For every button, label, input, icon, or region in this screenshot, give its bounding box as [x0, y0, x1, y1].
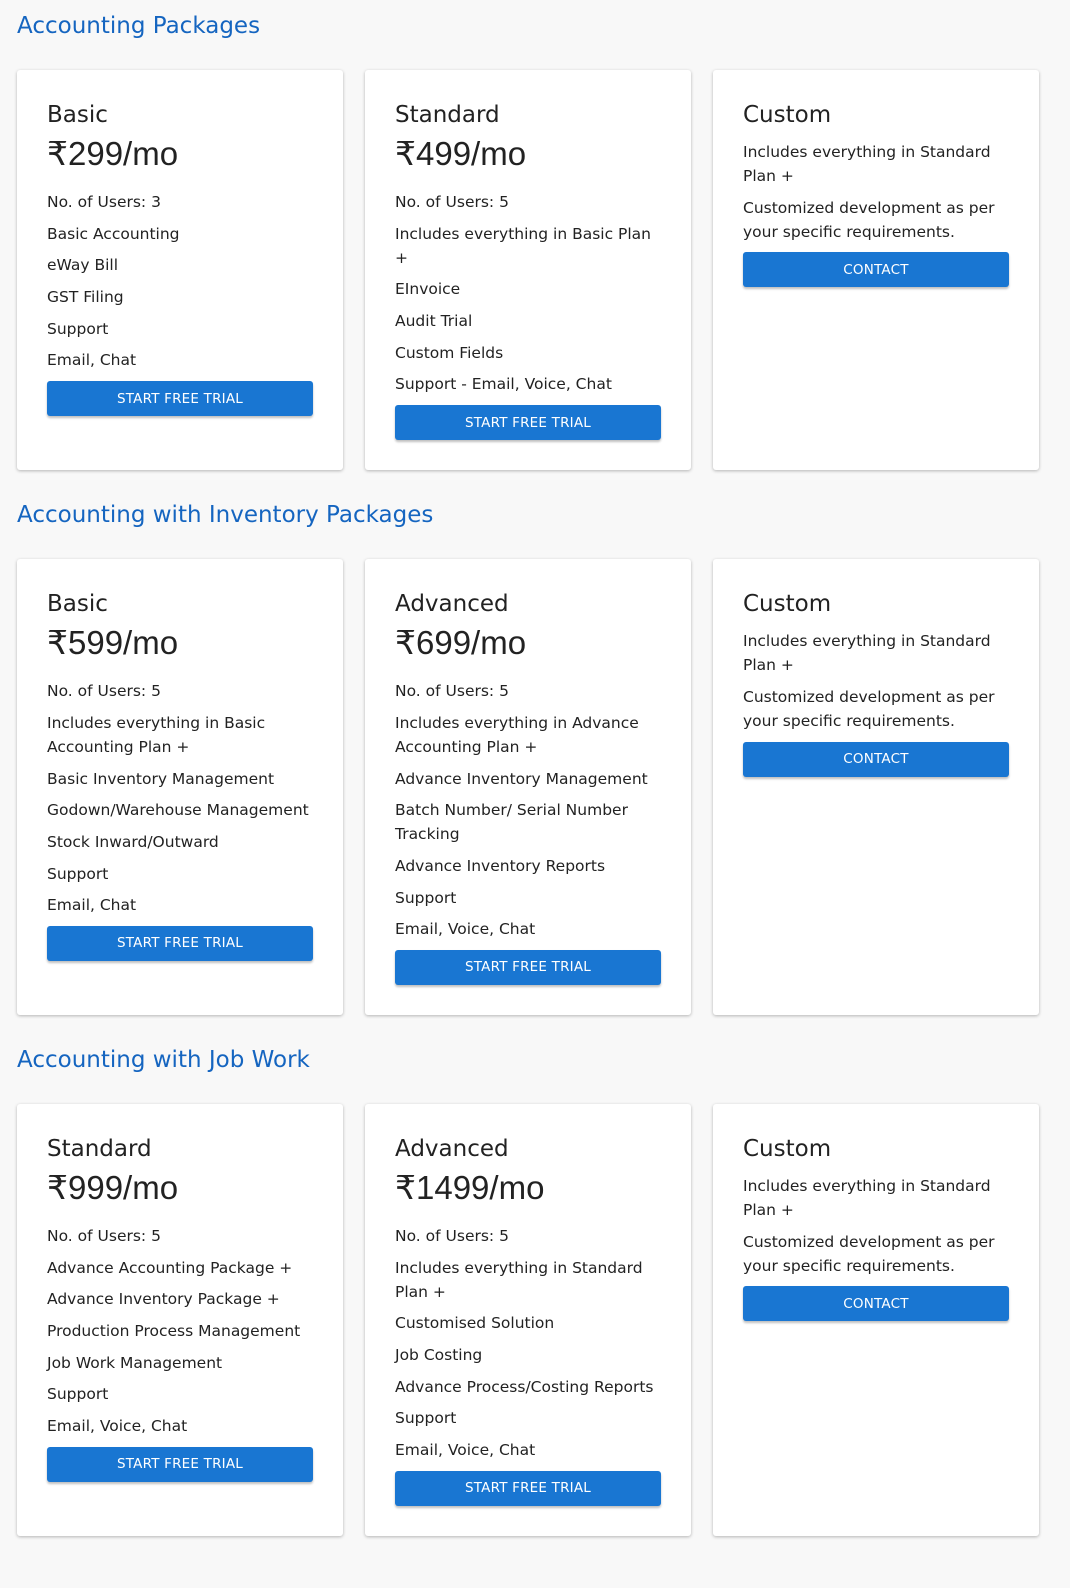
feature-list — [47, 190, 313, 380]
plan-name: Advanced — [395, 1135, 509, 1162]
feature-item: Support — [47, 319, 109, 338]
plan-card — [713, 70, 1039, 470]
package-section — [17, 497, 1053, 1015]
plan-name: Basic — [47, 102, 108, 128]
plan-price: ₹599/mo — [47, 624, 179, 662]
start-free-trial-button[interactable]: START FREE TRIAL — [47, 1447, 313, 1482]
contact-button[interactable]: CONTACT — [743, 252, 1009, 287]
feature-item: Includes everything in Basic Plan + — [395, 224, 652, 267]
feature-item: Basic Accounting — [47, 224, 180, 243]
feature-item: Includes everything in Advance Accounting Plan + — [395, 713, 639, 756]
section-title: Accounting with Inventory Packages — [17, 502, 434, 529]
feature-list — [743, 629, 1009, 740]
feature-item: Customized development as per your specific requirements. — [743, 687, 995, 730]
feature-item: Email, Voice, Chat — [395, 920, 536, 939]
feature-list — [395, 1224, 661, 1470]
feature-item: Stock Inward/Outward — [47, 832, 219, 851]
feature-item: Includes everything in Standard Plan + — [743, 632, 991, 675]
plan-name: Basic — [47, 591, 108, 618]
feature-item: Email, Voice, Chat — [47, 1417, 188, 1436]
feature-item: eWay Bill — [47, 256, 119, 275]
feature-item: Email, Chat — [47, 351, 137, 370]
plan-card — [17, 559, 343, 1015]
start-free-trial-button[interactable]: START FREE TRIAL — [395, 1471, 661, 1506]
feature-item: Job Work Management — [47, 1353, 223, 1372]
plan-cards-row — [17, 1104, 1053, 1536]
plan-name: Custom — [743, 1135, 832, 1162]
package-section — [17, 8, 1053, 470]
plan-price: ₹299/mo — [47, 135, 179, 172]
feature-item: Advance Inventory Management — [395, 769, 648, 788]
start-free-trial-button[interactable]: START FREE TRIAL — [47, 926, 313, 961]
feature-item: Support — [47, 864, 109, 883]
feature-item: Customized development as per your specific requirements. — [743, 198, 995, 241]
plan-cards-row — [17, 559, 1053, 1015]
feature-item: Job Costing — [395, 1346, 483, 1364]
plan-name: Standard — [47, 1135, 152, 1162]
start-free-trial-button[interactable]: START FREE TRIAL — [395, 950, 661, 985]
feature-item: Advance Inventory Reports — [395, 856, 606, 875]
feature-item: No. of Users: 5 — [395, 1226, 509, 1245]
feature-item: Advance Process/Costing Reports — [395, 1377, 654, 1396]
plan-card — [713, 559, 1039, 1015]
feature-item: Email, Chat — [47, 896, 137, 915]
feature-item: Customized development as per your specific requirements. — [743, 1232, 995, 1275]
plan-name: Advanced — [395, 591, 509, 618]
plan-card — [17, 1104, 343, 1536]
feature-list — [743, 140, 1009, 251]
feature-item: Advance Accounting Package + — [47, 1258, 293, 1277]
plan-card — [365, 70, 691, 470]
start-free-trial-button[interactable]: START FREE TRIAL — [395, 405, 661, 440]
plan-name: Custom — [743, 591, 832, 618]
section-title: Accounting with Job Work — [17, 1046, 310, 1073]
plan-card — [365, 1104, 691, 1536]
feature-list — [743, 1174, 1009, 1285]
start-free-trial-button[interactable]: START FREE TRIAL — [47, 381, 313, 416]
plan-price: ₹499/mo — [395, 135, 527, 172]
feature-item: Basic Inventory Management — [47, 769, 275, 788]
feature-item: No. of Users: 5 — [395, 193, 509, 211]
plan-price: ₹1499/mo — [395, 1168, 545, 1206]
feature-item: Advance Inventory Package + — [47, 1290, 280, 1309]
section-title: Accounting Packages — [17, 13, 261, 39]
feature-item: No. of Users: 3 — [47, 193, 161, 211]
feature-item: Includes everything in Standard Plan + — [743, 143, 991, 185]
feature-item: No. of Users: 5 — [47, 1226, 161, 1245]
feature-item: Batch Number/ Serial Number Tracking — [395, 801, 628, 844]
plan-price: ₹699/mo — [395, 624, 527, 662]
feature-list — [47, 1224, 313, 1446]
feature-item: Support — [395, 888, 457, 907]
plan-name: Standard — [395, 102, 500, 128]
plan-price: ₹999/mo — [47, 1168, 179, 1206]
feature-item: GST Filing — [47, 288, 124, 307]
feature-item: Custom Fields — [395, 343, 504, 362]
feature-item: No. of Users: 5 — [47, 682, 161, 701]
feature-item: Includes everything in Basic Accounting Plan + — [47, 713, 266, 756]
feature-list — [395, 190, 661, 404]
feature-item: No. of Users: 5 — [395, 682, 509, 701]
feature-item: Support — [47, 1385, 109, 1404]
plan-card — [713, 1104, 1039, 1536]
feature-item: Support - Email, Voice, Chat — [395, 375, 612, 394]
plan-cards-row — [17, 70, 1053, 470]
plan-card — [365, 559, 691, 1015]
feature-item: Production Process Management — [47, 1322, 301, 1340]
plan-name: Custom — [743, 102, 832, 128]
feature-item: Godown/Warehouse Management — [47, 801, 309, 820]
contact-button[interactable]: CONTACT — [743, 1286, 1009, 1321]
feature-item: Includes everything in Standard Plan + — [743, 1176, 991, 1219]
feature-item: Audit Trial — [395, 312, 473, 331]
contact-button[interactable]: CONTACT — [743, 742, 1009, 777]
feature-list — [47, 679, 313, 925]
feature-list — [395, 679, 661, 949]
feature-item: EInvoice — [395, 280, 461, 299]
feature-item: Includes everything in Standard Plan + — [395, 1258, 643, 1301]
feature-item: Email, Voice, Chat — [395, 1441, 536, 1460]
plan-card — [17, 70, 343, 470]
feature-item: Support — [395, 1409, 457, 1428]
feature-item: Customised Solution — [395, 1314, 555, 1333]
package-section — [17, 1042, 1053, 1536]
